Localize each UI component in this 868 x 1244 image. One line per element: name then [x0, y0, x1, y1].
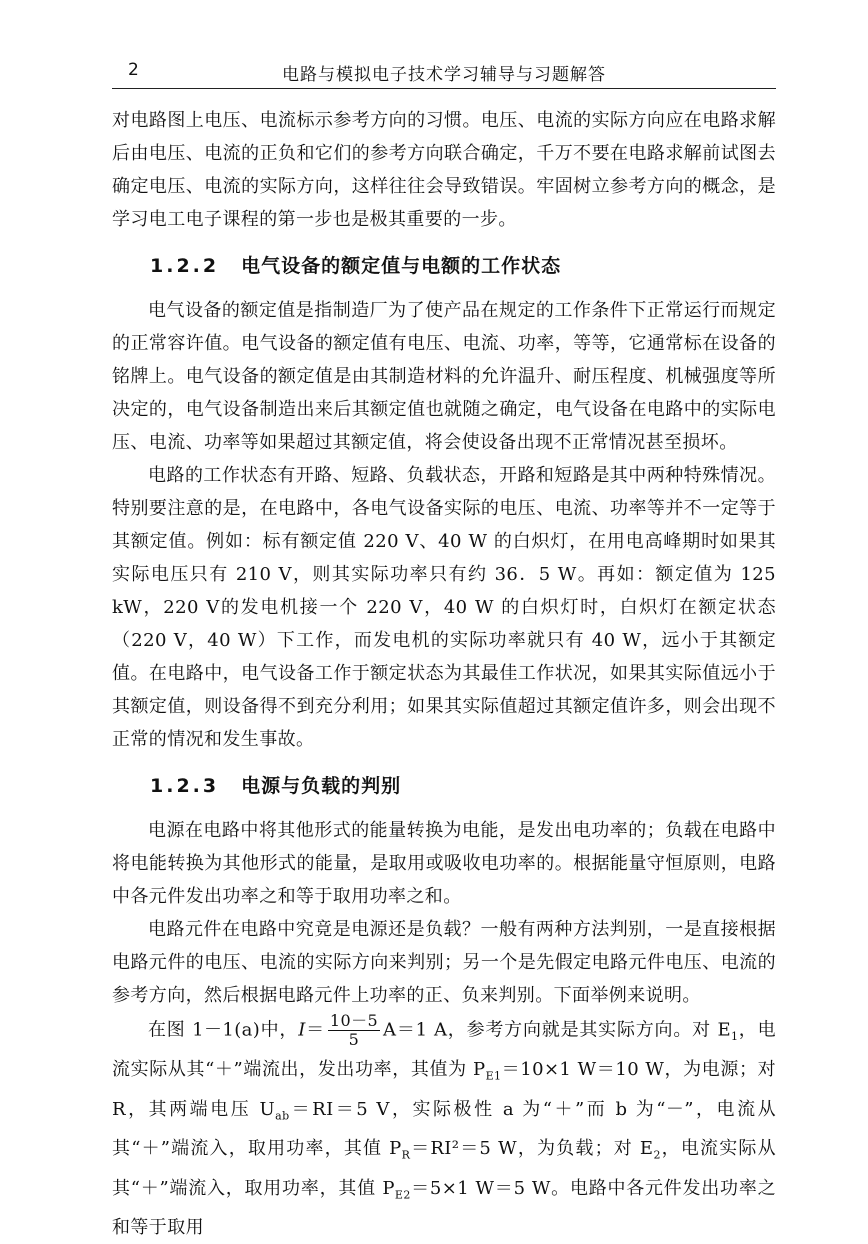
paragraph-rated-values: 电气设备的额定值是指制造厂为了使产品在规定的工作条件下正常运行而规定的正常容许值。电气设备的额定值有电压、电流、功率，等等，它通常标在设备的铭牌上。电气设备的额定值是由其制造材料的允许温升、耐压程度、机械强度等所决定的，电气设备制造出来后其额定值也就随之确定，电气设备在电路中的实际电压、电流、功率等如果超过其额定值，将会使设备出现不正常情况甚至损坏。: [112, 300, 776, 453]
paragraph-example: 在图 1－1(a)中，I＝ $\frac{10-5}{5}$ A＝1 A，参考方向就是其实际方向。对 $E_1$，电流实际从其“＋”端流出，发出功率，其值为 $P_{E1}=10\times 1$ W＝10 W，为电源；对 R，其两端电压 $U_{ab}=RI=5$ V，实际极性 a 为“＋”而 b 为“－”，电流从其“＋”端流入，取用功率，其值 $P_R=RI^2=5$ W，为负载；对 $E_2$，电流实际从其“＋”端流入，取用功率，其值 $P_{E2}=5\times 1$ W＝5 W。电路中各元件发出功率之和等于取用: [112, 1011, 777, 1239]
paragraph-source-load: 电源在电路中将其他形式的能量转换为电能，是发出电功率的；负载在电路中将电能转换为其他形式的能量，是取用或吸收电功率的。根据能量守恒原则，电路中各元件发出功率之和等于取用功率之和。: [112, 820, 776, 907]
page-header: [112, 58, 776, 89]
section-heading-1-2-2: [150, 246, 776, 286]
section-title: 电源与负载的判别: [241, 775, 402, 797]
fraction: $\frac{10-5}{5}$: [329, 1011, 379, 1049]
page-body: [112, 104, 776, 1244]
page-number: 2: [128, 60, 139, 80]
paragraph-judgment-methods: 电路元件在电路中究竟是电源还是负载？一般有两种方法判别，一是直接根据电路元件的电压、电流的实际方向来判别；另一个是先假定电路元件电压、电流的参考方向，然后根据电路元件上功率的正、负来判别。下面举例来说明。: [112, 919, 776, 1006]
section-number: 1.2.2: [150, 255, 220, 277]
paragraph-working-states: 电路的工作状态有开路、短路、负载状态，开路和短路是其中两种特殊情况。特别要注意的是，在电路中，各电气设备实际的电压、电流、功率等并不一定等于其额定值。例如：标有额定值 220 V、40 W 的白炽灯，在用电高峰期时如果其实际电压只有 210 V，则其实际功率只有约 36．5 W。再如：额定值为 125 kW，220 V的发电机接一个 220 V，40 W 的白炽灯时，白炽灯在额定状态（220 V，40 W）下工作，而发电机的实际功率就只有 40 W，远小于其额定值。在电路中，电气设备工作于额定状态为其最佳工作状况，如果其实际值远小于其额定值，则设备得不到充分利用；如果其实际值超过其额定值许多，则会出现不正常的情况和发生事故。: [112, 465, 776, 750]
section-heading-1-2-3: [150, 766, 776, 806]
running-title: 电路与模拟电子技术学习辅导与习题解答: [282, 65, 606, 85]
section-title: 电气设备的额定值与电额的工作状态: [241, 255, 562, 277]
section-number: 1.2.3: [150, 775, 220, 797]
paragraph-continued: 对电路图上电压、电流标示参考方向的习惯。电压、电流的实际方向应在电路求解后由电压、电流的正负和它们的参考方向联合确定，千万不要在电路求解前试图去确定电压、电流的实际方向，这样往往会导致错误。牢固树立参考方向的概念，是学习电工电子课程的第一步也是极其重要的一步。: [112, 110, 776, 230]
